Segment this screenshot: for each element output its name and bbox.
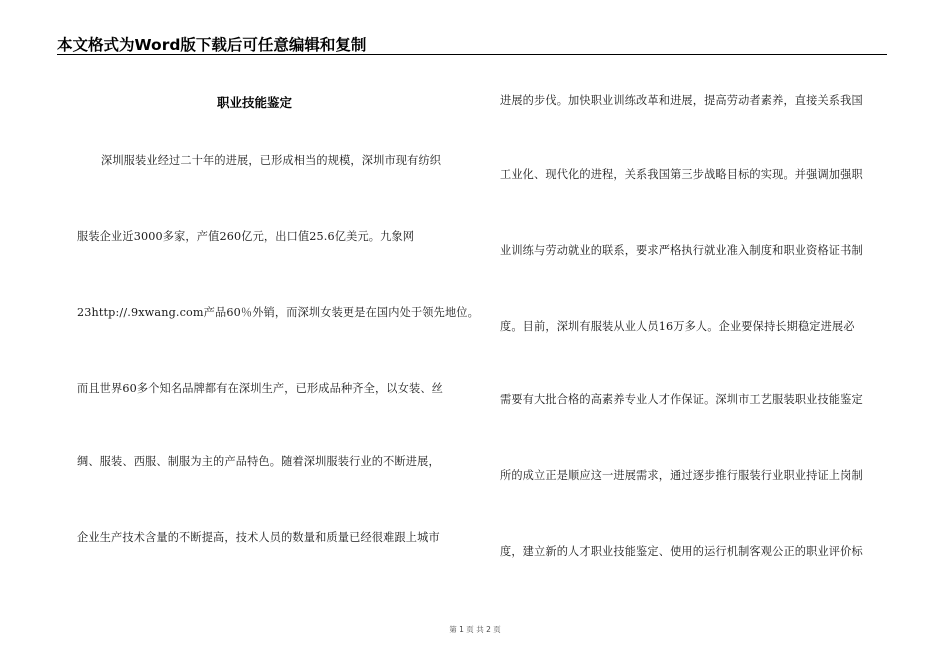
right-paragraph-line: 业训练与劳动就业的联系，要求严格执行就业准入制度和职业资格证书制 (500, 244, 863, 257)
left-paragraph-line: 绸、服装、西服、制服为主的产品特色。随着深圳服装行业的不断进展， (77, 455, 440, 468)
right-paragraph-line: 度。目前，深圳有服装从业人员16万多人。企业要保持长期稳定进展必 (500, 320, 855, 333)
right-paragraph-line: 度，建立新的人才职业技能鉴定、使用的运行机制客观公正的职业评价标 (500, 545, 863, 558)
header-divider (57, 54, 887, 55)
page-number-footer: 第 1 页 共 2 页 (449, 625, 501, 634)
document-header-title: 本文格式为Word版下载后可任意编辑和复制 (57, 36, 367, 54)
document-title: 职业技能鉴定 (217, 95, 293, 110)
right-paragraph-line: 进展的步伐。加快职业训练改革和进展，提高劳动者素养，直接关系我国 (500, 94, 863, 107)
right-paragraph-line: 工业化、现代化的进程，关系我国第三步战略目标的实现。并强调加强职 (500, 168, 863, 181)
right-paragraph-line: 需要有大批合格的高素养专业人才作保证。深圳市工艺服装职业技能鉴定 (500, 393, 863, 406)
left-paragraph-line: 企业生产技术含量的不断提高，技术人员的数量和质量已经很难跟上城市 (77, 531, 440, 544)
left-paragraph-line: 服装企业近3000多家，产值260亿元，出口值25.6亿美元。九象网 (77, 230, 415, 243)
left-paragraph-line: 深圳服装业经过二十年的进展，已形成相当的规模，深圳市现有纺织 (101, 154, 442, 167)
left-paragraph-line: 23http://.9xwang.com产品60％外销，而深圳女装更是在国内处于领先地位。 (77, 306, 479, 319)
left-paragraph-line: 而且世界60多个知名品牌都有在深圳生产，已形成品种齐全，以女装、丝 (77, 382, 443, 395)
right-paragraph-line: 所的成立正是顺应这一进展需求，通过逐步推行服装行业职业持证上岗制 (500, 469, 863, 482)
